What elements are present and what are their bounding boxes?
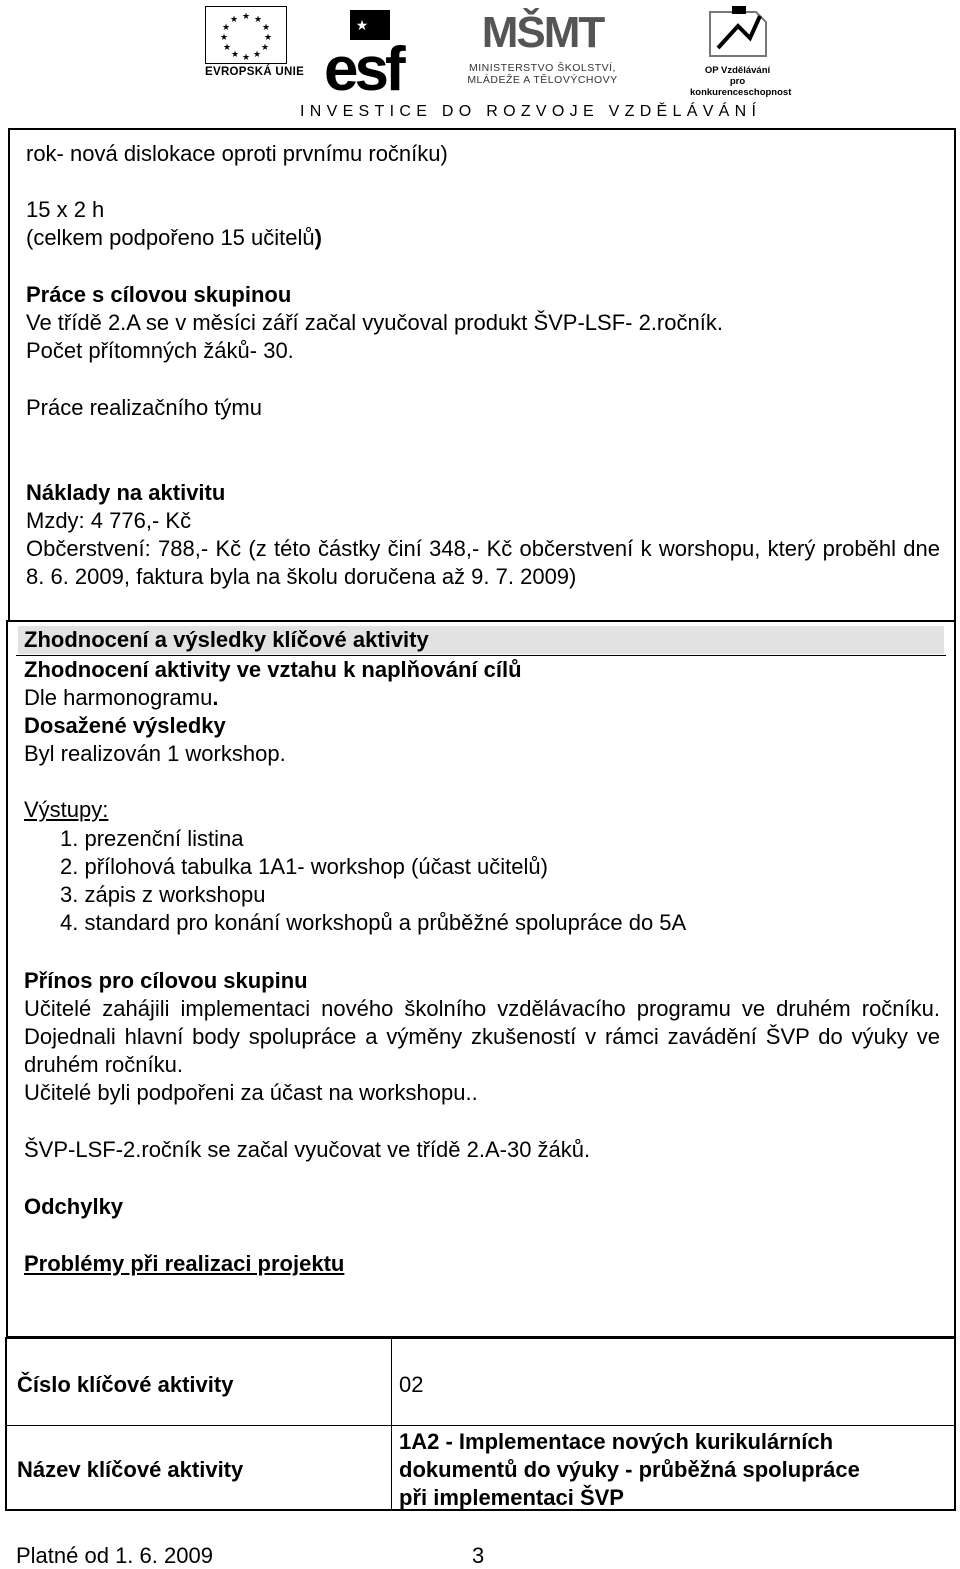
svg-text:★: ★ — [241, 11, 251, 21]
problems-heading: Problémy při realizaci projektu — [24, 1251, 345, 1276]
list-item — [60, 881, 686, 909]
deviations-heading: Odchylky — [24, 1194, 124, 1219]
target-line-1: Ve třídě 2.A se v měsíci září začal vyučoval produkt ŠVP-LSF- 2.ročník. — [26, 310, 723, 335]
key-activity-name-line-3: při implementaci ŠVP — [399, 1485, 624, 1510]
key-activity-number-label: Číslo klíčové aktivity — [17, 1372, 234, 1397]
benefit-text: Učitelé zahájili implementaci nového školního vzdělávacího programu ve druhém ročníku. Dojednali hlavní body spolupráce a výměny zkušeností v rámci zavádění ŠVP do výuky ve druhém ročníku. — [24, 996, 940, 1077]
report-section-box — [8, 128, 956, 622]
harmonogram-text — [24, 684, 218, 712]
eu-caption: EVROPSKÁ UNIE — [205, 66, 305, 78]
list-item — [60, 853, 686, 881]
svg-text:★: ★ — [261, 22, 271, 32]
svg-text:★: ★ — [355, 17, 369, 33]
key-activity-name-line-2: dokumentů do výuky - průběžná spolupráce — [399, 1457, 860, 1482]
svg-text:★: ★ — [253, 14, 263, 24]
list-number: 4. — [60, 910, 79, 935]
hours-text: 15 x 2 h — [26, 197, 105, 222]
line-rok: rok- nová dislokace oproti prvnímu ročníku) — [26, 141, 448, 166]
target-group-heading: Práce s cílovou skupinou — [26, 282, 292, 307]
svg-text:★: ★ — [229, 14, 239, 24]
svg-text:★: ★ — [222, 42, 232, 52]
op-caption-2: pro konkurenceschopnost — [690, 76, 792, 98]
tagline: INVESTICE DO ROZVOJE VZDĚLÁVÁNÍ — [300, 103, 762, 120]
svg-text:★: ★ — [221, 22, 231, 32]
divider — [391, 1339, 392, 1509]
eval-goals-heading: Zhodnocení aktivity ve vztahu k naplňování cílů — [24, 657, 522, 682]
esf-text: esf — [324, 35, 402, 94]
team-heading: Práce realizačního týmu — [26, 395, 262, 420]
key-activity-name-line-1: 1A2 - Implementace nových kurikulárních — [399, 1429, 834, 1454]
benefit-text-2: Učitelé byli podpořeni za účast na workshopu.. — [24, 1080, 478, 1105]
msmt-caption-2: MLÁDEŽE A TĚLOVÝCHOVY — [467, 74, 618, 86]
list-text: standard pro konání workshopů a průběžné spolupráce do 5A — [84, 910, 687, 935]
svg-text:★: ★ — [252, 49, 262, 59]
msmt-caption-1: MINISTERSTVO ŠKOLSTVÍ, — [469, 62, 616, 74]
list-number: 1. — [60, 826, 79, 851]
divider — [7, 1425, 954, 1426]
svg-text:★: ★ — [263, 32, 273, 42]
refreshments-body: 788,- Kč (z této částky činí 348,- Kč občerstvení k worshopu, který proběhl dne 8. 6. 2009, faktura byla na školu doručena až 9. 7. 2009) — [26, 536, 940, 589]
harmonogram-label: Dle harmonogramu — [24, 685, 213, 710]
refreshments-text — [26, 535, 940, 591]
eu-logo — [205, 6, 305, 94]
supported-text — [26, 224, 322, 252]
valid-from-text: Platné od 1. 6. 2009 — [16, 1543, 213, 1568]
target-line-2: Počet přítomných žáků- 30. — [26, 338, 294, 363]
msmt-logo — [455, 4, 630, 94]
evaluation-section-box — [6, 620, 956, 1338]
msmt-text: MŠMT — [481, 8, 604, 57]
list-text: přílohová tabulka 1A1- workshop (účast učitelů) — [84, 854, 548, 879]
key-activity-table — [5, 1337, 956, 1511]
key-activity-name-label: Název klíčové aktivity — [17, 1457, 244, 1482]
eu-flag-icon — [205, 6, 287, 64]
list-item — [60, 909, 686, 937]
esf-logo — [322, 4, 422, 94]
wages-text: Mzdy: 4 776,- Kč — [26, 508, 192, 533]
list-number: 2. — [60, 854, 79, 879]
key-activity-number-value: 02 — [399, 1372, 424, 1397]
svg-text:★: ★ — [241, 52, 251, 62]
list-number: 3. — [60, 882, 79, 907]
list-text: zápis z workshopu — [84, 882, 266, 907]
supported-prefix: (celkem podpořeno 15 učitelů — [26, 225, 315, 250]
op-emblem-icon — [698, 4, 778, 60]
svg-text:★: ★ — [219, 32, 229, 42]
results-text: Byl realizován 1 workshop. — [24, 741, 286, 766]
svg-text:★: ★ — [230, 49, 240, 59]
op-logo — [690, 4, 792, 98]
results-heading: Dosažené výsledky — [24, 713, 226, 738]
list-text: prezenční listina — [84, 826, 244, 851]
svg-text:★: ★ — [260, 42, 270, 52]
refreshments-label: Občerstvení: — [26, 536, 151, 561]
svp-line: ŠVP-LSF-2.ročník se začal vyučovat ve třídě 2.A-30 žáků. — [24, 1137, 591, 1162]
op-caption-1: OP Vzdělávání — [704, 65, 771, 76]
benefit-heading: Přínos pro cílovou skupinu — [24, 968, 308, 993]
harmonogram-dot: . — [212, 685, 219, 710]
list-item — [60, 825, 686, 853]
outputs-list — [60, 825, 686, 937]
eval-heading: Zhodnocení a výsledky klíčové aktivity — [24, 627, 429, 652]
page-number: 3 — [472, 1543, 485, 1568]
outputs-label: Výstupy: — [24, 797, 109, 822]
supported-suffix: ) — [314, 225, 322, 250]
costs-heading: Náklady na aktivitu — [26, 480, 226, 505]
